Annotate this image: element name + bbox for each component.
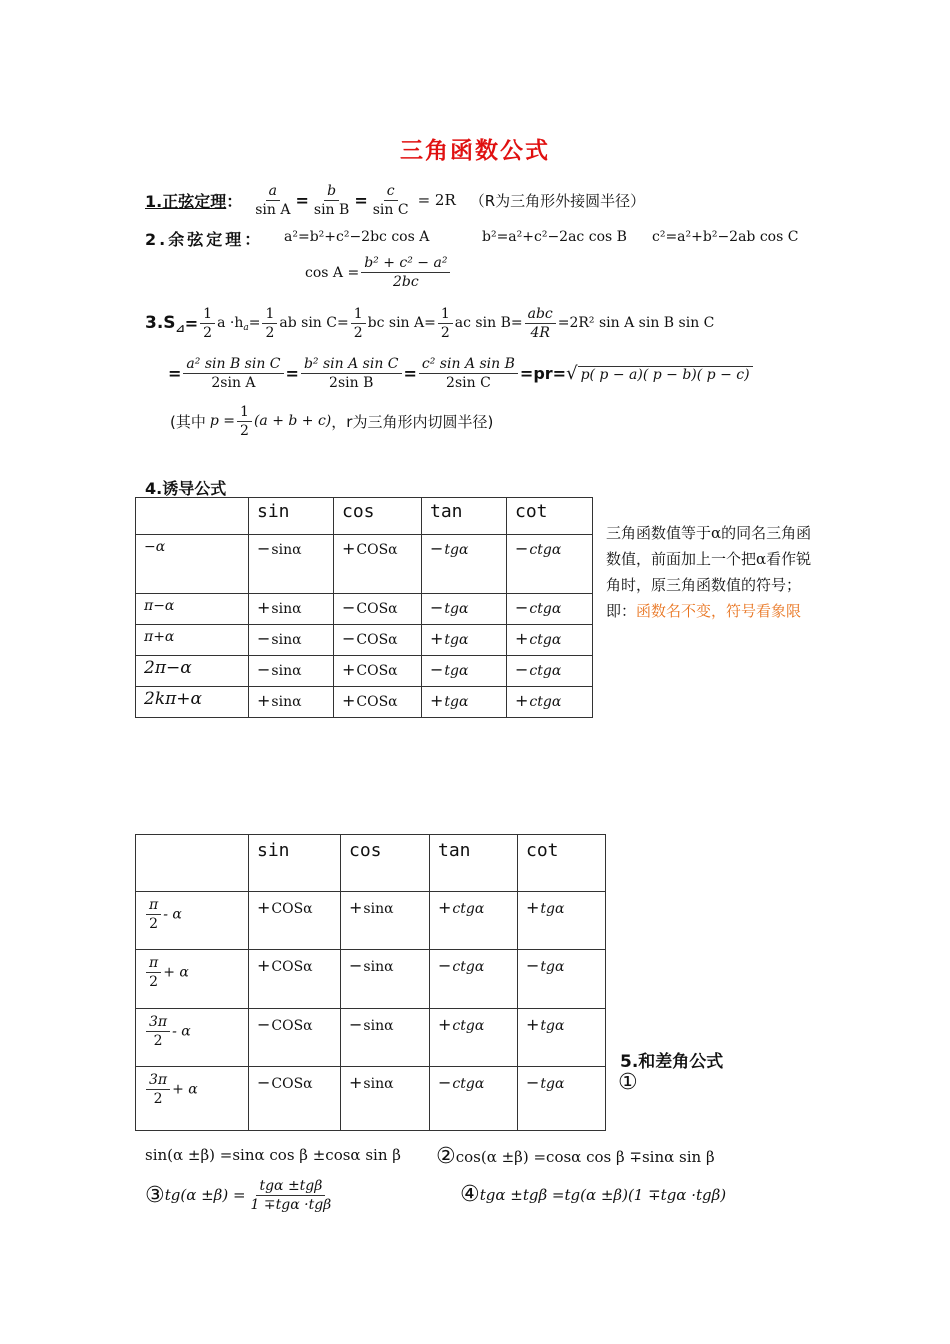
two-r-value: = 2R [417,191,456,209]
sign: + [257,598,271,617]
header-cos: cos [334,498,422,535]
header-cos: cos [341,835,430,892]
formula-cos-text: cos(α ±β) =cosα cos β ∓sinα sin β [455,1147,715,1166]
value: tgα [540,1018,565,1034]
fraction-c-over-sinC: $\frac{c}{\text{sin C}}$ [372,182,409,218]
sign: − [515,660,529,679]
row-angle [136,892,249,950]
sign: + [257,691,271,710]
cosine-formula-c: c²=a²+b²−2ab cos C [652,229,799,245]
value: COSα [271,1076,313,1092]
value: ctgα [529,663,562,679]
fraction-a-over-sinA: $\frac{a}{\text{sin A}}$ [255,182,291,218]
half-fraction: $\frac{1}{2}$ [200,305,215,342]
value: sinα [363,959,394,975]
angle-op: + α [163,964,189,981]
note-abc: (a + b + c) [253,413,332,429]
value: COSα [356,663,398,679]
header-tan: tan [422,498,507,535]
row-angle [136,950,249,1009]
header-cot: cot [518,835,606,892]
angle-fraction: $\frac{\pi}{2}$ [146,896,161,933]
value: tgα [444,663,469,679]
note-open: (其中 [170,412,206,431]
formula-tan-fraction: $\frac{\text{tgα ±tgβ}}{\text{1 ∓tgα ·tgβ}}$ [250,1177,332,1213]
value: sinα [271,663,302,679]
sign: + [430,629,444,648]
value: sinα [363,901,394,917]
section-1-heading: 1.正弦定理 [145,191,227,211]
table-row [136,892,606,950]
section-3-heading: 3.S [145,313,176,333]
note-text: 三角函数值等于α的同名三角函数值，前面加上一个把α看作锐角时，原三角函数值的符号；即： [606,524,812,620]
value: ctgα [452,1076,485,1092]
equals: = [285,363,299,383]
area-formula-line-2 [168,352,753,394]
note-p: p = [209,413,236,429]
table-row [136,1009,606,1067]
induction-table-1 [135,497,593,718]
value: ctgα [452,1018,485,1034]
header-sin: sin [249,835,341,892]
term-ac-sinB: ac sin B [454,315,511,331]
table-header-row [136,835,606,892]
value: tgα [444,694,469,710]
table-header-row [136,498,593,535]
value: COSα [356,601,398,617]
table-row [136,1067,606,1131]
table-row [136,950,606,1009]
induction-rule-note [606,520,816,624]
header-corner [136,498,249,535]
note-half: $\frac{1}{2}$ [237,403,252,440]
page-title: 三角函数公式 [400,138,550,164]
formula-tan-product-text: tgα ±tgβ =tg(α ±β)(1 ∓tgα ·tgβ) [479,1185,727,1204]
sign: + [342,539,356,558]
formula-1-number: ① [618,1070,638,1095]
equals: = [168,363,182,383]
sign: − [257,629,271,648]
note-close: ，r为三角形内切圆半径) [331,412,494,431]
value: sinα [271,601,302,617]
equals: = [510,315,523,331]
value: COSα [271,959,313,975]
sign: − [257,539,271,558]
area-frac-3: $\frac{\text{c² sin A sin B}}{\text{2sin C}}$ [419,355,518,392]
formula-4-number: ④ [460,1182,480,1207]
angle-op: - α [163,906,182,923]
formula-2-number: ② [436,1144,456,1169]
sum-formula-tan-product [460,1182,726,1207]
value: tgα [444,632,469,648]
fraction-b-over-sinB: $\frac{b}{\text{sin B}}$ [313,182,350,218]
sign: − [342,598,356,617]
equals: = [354,190,368,210]
equals: = [424,315,436,331]
sign: + [526,1015,540,1034]
header-cot: cot [507,498,593,535]
sign: − [430,539,444,558]
equals: = [336,315,349,331]
sign: − [349,1015,363,1034]
sign: + [438,1015,452,1034]
row-angle: −α [136,535,249,594]
sign: − [438,1073,452,1092]
angle-fraction: $\frac{3\pi}{2}$ [146,1013,170,1050]
area-frac-2: $\frac{\text{b² sin A sin C}}{\text{2sin B}}$ [301,355,402,392]
abc-over-4R: $\frac{\text{abc}}{4R}$ [525,305,556,342]
formula-tan-lhs: tg(α ±β) = [164,1186,246,1204]
sign: − [257,1015,271,1034]
cosine-formula-a: a²=b²+c²−2bc cos A [284,229,430,245]
value: ctgα [529,694,562,710]
sign: + [430,691,444,710]
section-2-heading: 2.余弦定理： [145,230,264,249]
half-fraction: $\frac{1}{2}$ [351,305,366,342]
sign: + [349,1073,363,1092]
cosA-lhs: cos A = [305,264,360,281]
row-angle: 2kπ+α [136,687,249,718]
value: sinα [363,1076,394,1092]
value: COSα [271,1018,313,1034]
angle-op: - α [172,1023,191,1040]
area-frac-1: $\frac{\text{a² sin B sin C}}{\text{2sin A}}$ [183,355,283,392]
sign: − [515,539,529,558]
term-ab-sinC: ab sin C [279,315,337,331]
value: ctgα [452,901,485,917]
circumradius-note: （R为三角形外接圆半径） [469,191,646,210]
row-angle: π+α [136,625,249,656]
sign: + [438,898,452,917]
angle-fraction: $\frac{\pi}{2}$ [146,954,161,991]
sign: + [515,629,529,648]
table-row [136,656,593,687]
value: sinα [271,632,302,648]
value: ctgα [529,632,562,648]
sign: − [430,598,444,617]
cosA-formula [305,254,452,291]
sign: + [515,691,529,710]
sign: + [257,956,271,975]
header-sin: sin [249,498,334,535]
sign: − [515,598,529,617]
angle-fraction: $\frac{3\pi}{2}$ [146,1071,170,1108]
note-highlight: 函数名不变，符号看象限 [636,602,802,620]
value: sinα [271,542,302,558]
value: ctgα [529,601,562,617]
value: tgα [444,601,469,617]
sign: − [526,1073,540,1092]
value: tgα [540,901,565,917]
row-angle [136,1009,249,1067]
sign: − [438,956,452,975]
cosine-formula-b: b²=a²+c²−2ac cos B [482,229,627,245]
sign: − [257,1073,271,1092]
sign: + [342,660,356,679]
section-1-colon: ： [226,191,243,211]
equals: = [248,315,261,331]
term-bc-sinA: bc sin A [367,315,425,331]
formula-3-number: ③ [145,1182,165,1208]
value: sinα [363,1018,394,1034]
equals: = [295,190,309,210]
heron-sqrt: √ p( p − a)( p − b)( p − c) [566,363,753,384]
value: COSα [356,632,398,648]
value: sinα [271,694,302,710]
header-tan: tan [430,835,518,892]
value: tgα [540,1076,565,1092]
value: COSα [356,542,398,558]
table-row [136,594,593,625]
value: ctgα [529,542,562,558]
cosA-fraction: $\frac{\text{b² + c² − a²}}{2bc}$ [361,254,450,291]
sum-formula-sin: sin(α ±β) =sinα cos β ±cosα sin β [145,1146,401,1164]
term-2R2: =2R² sin A sin B sin C [557,315,715,331]
half-fraction: $\frac{1}{2}$ [438,305,453,342]
section-5-heading: 5.和差角公式 [620,1052,724,1072]
sign: − [257,660,271,679]
law-of-sines [145,178,645,222]
term-a-ha: a ·h [217,315,244,331]
row-angle: 2π−α [136,656,249,687]
inradius-note [170,400,493,442]
sign: − [430,660,444,679]
value: COSα [356,694,398,710]
table-row [136,625,593,656]
row-angle [136,1067,249,1131]
value: tgα [540,959,565,975]
value: COSα [271,901,313,917]
equals-pr: =pr= [519,363,567,383]
section-4-heading: 4.诱导公式 [145,479,227,498]
half-fraction: $\frac{1}{2}$ [262,305,277,342]
sum-formula-cos [436,1144,715,1169]
sign: + [526,898,540,917]
table-row [136,687,593,718]
table-row [136,535,593,594]
sum-formula-tan [145,1174,336,1216]
equals: = [403,363,417,383]
sign: − [526,956,540,975]
sign: + [342,691,356,710]
sign: + [257,898,271,917]
term-a-subscript: a [243,323,249,333]
angle-op: + α [172,1081,198,1098]
sign: − [342,629,356,648]
row-angle: π−α [136,594,249,625]
value: ctgα [452,959,485,975]
value: tgα [444,542,469,558]
area-formula-line-1 [145,302,714,344]
sign: − [349,956,363,975]
equals: = [184,313,199,333]
header-corner [136,835,249,892]
triangle-subscript: ⊿ [175,321,185,335]
induction-table-2 [135,834,606,1131]
sign: + [349,898,363,917]
